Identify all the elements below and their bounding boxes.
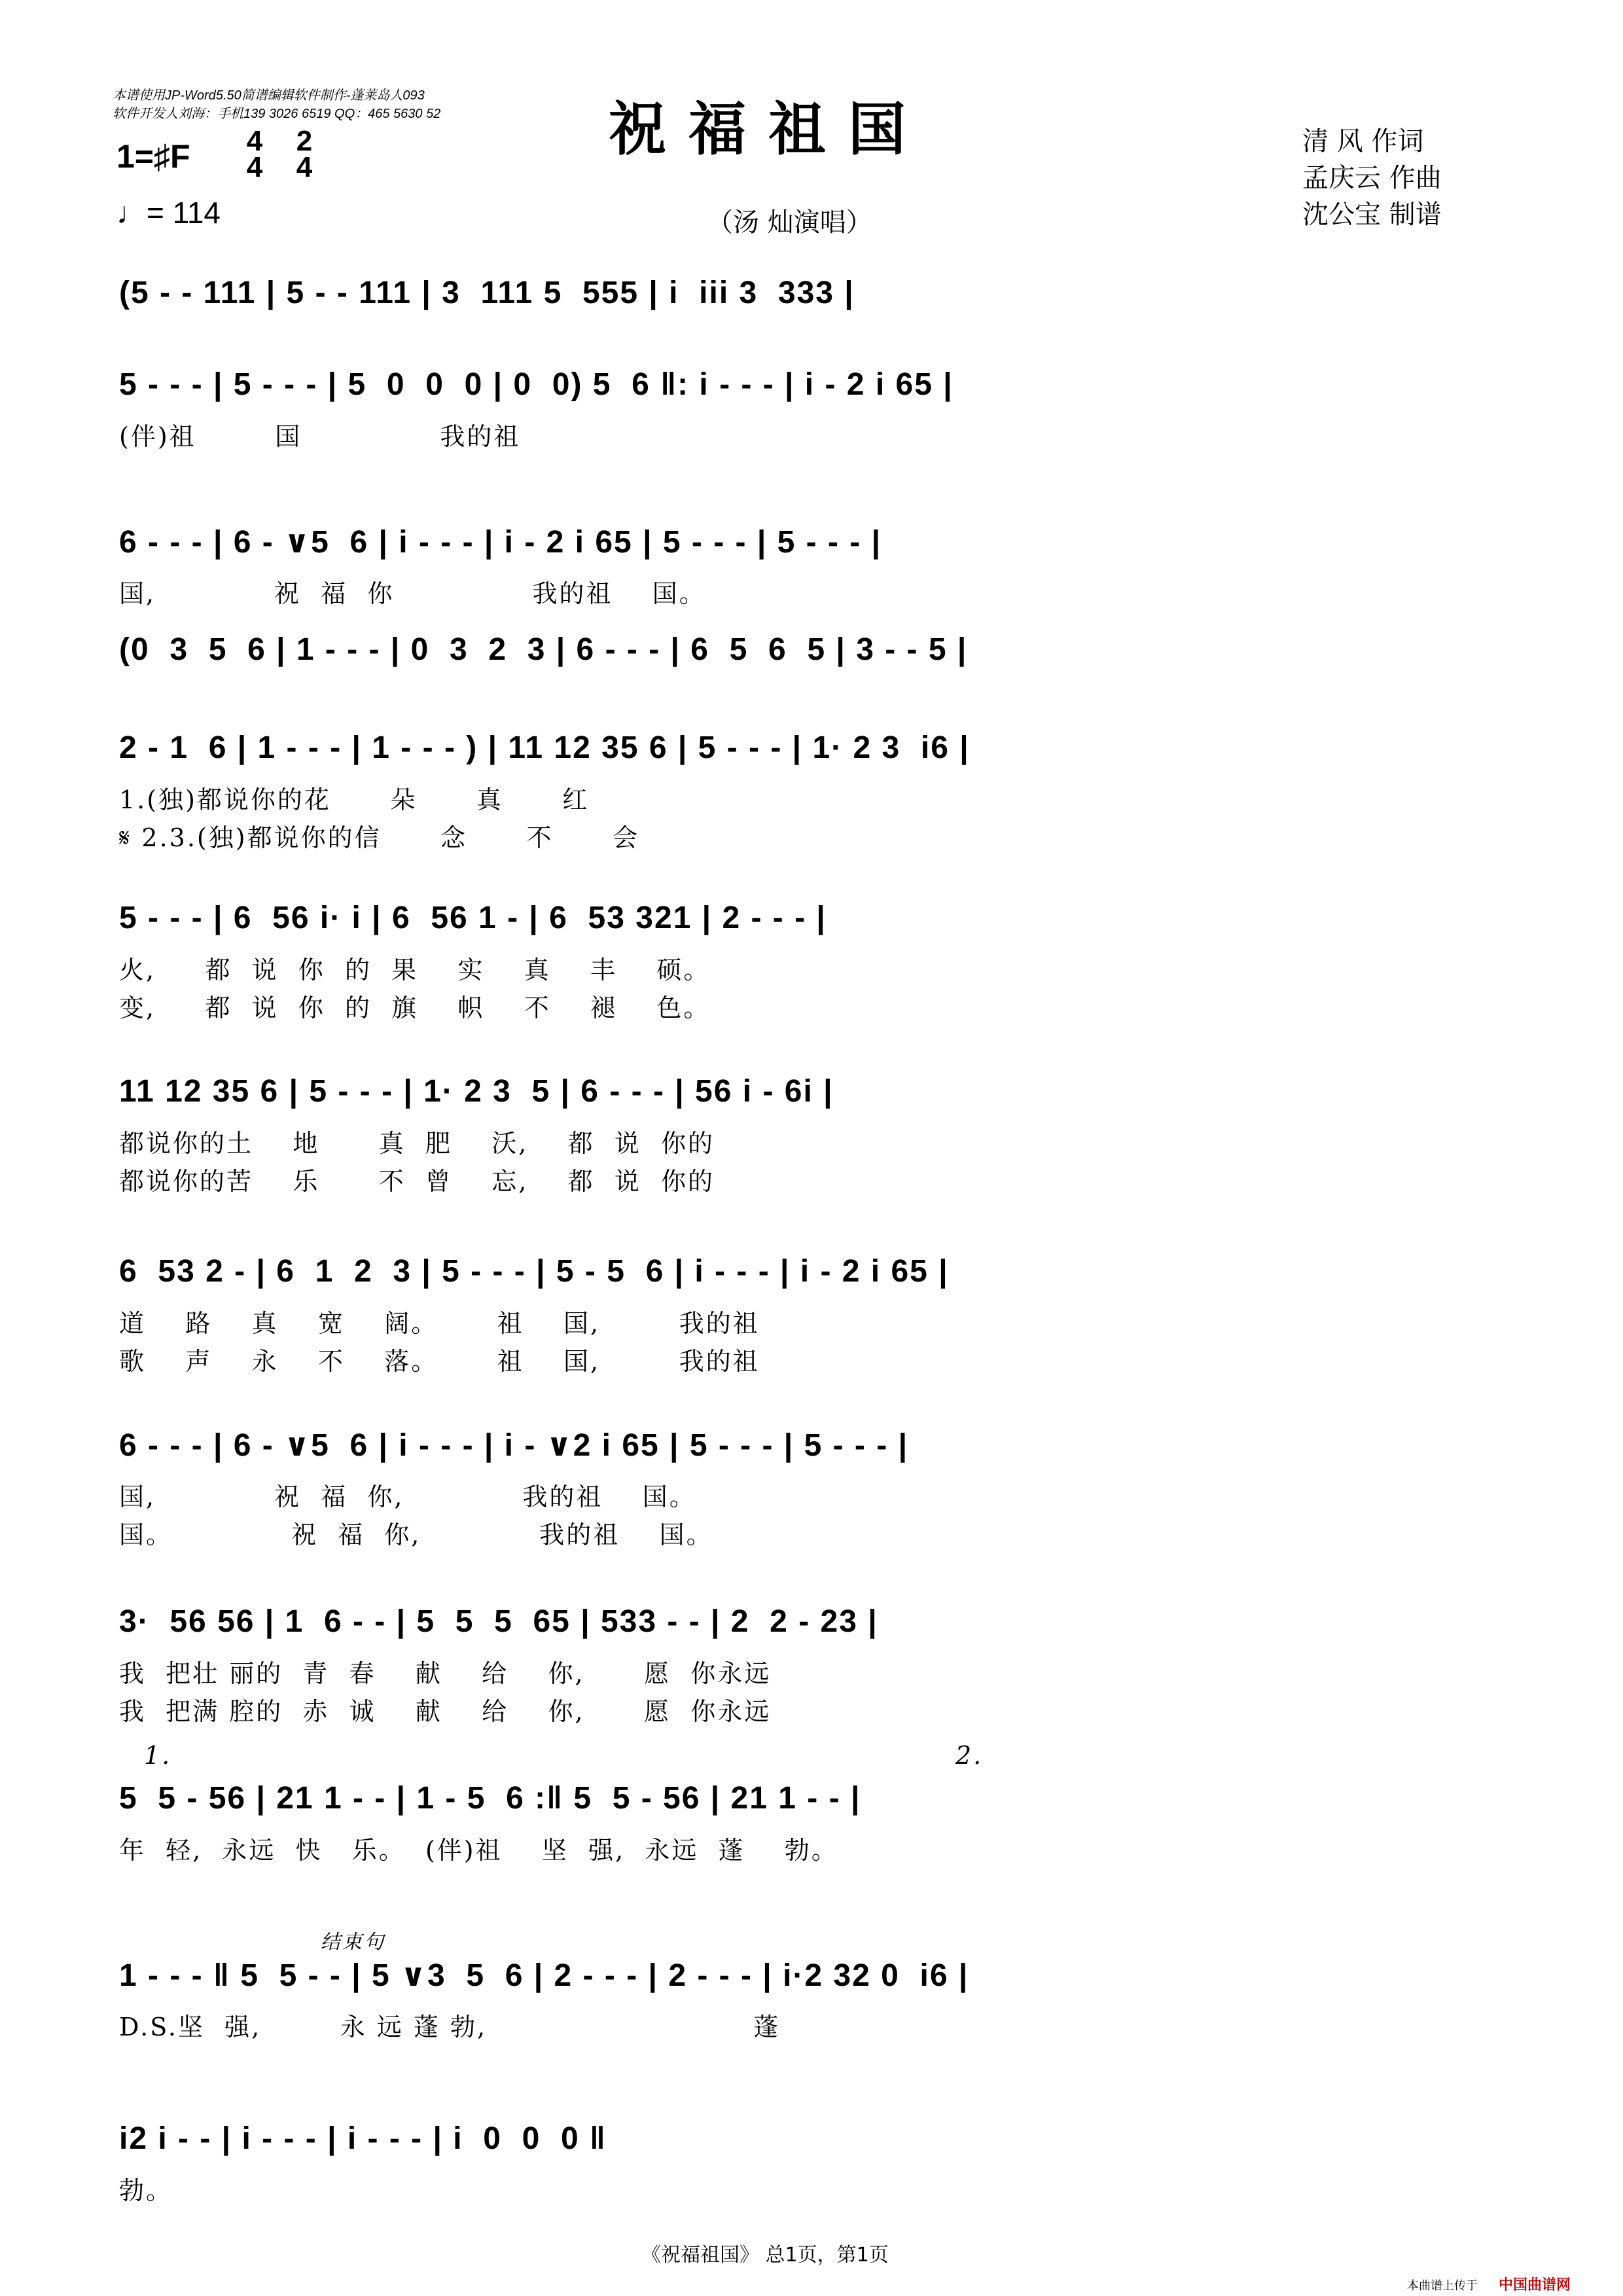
lyric-line: 歌 声 永 不 落。 祖 国, 我的祖 [119, 1347, 760, 1376]
notation-line: 6 53 2 - | 6 1 2 3 | 5 - - - | 5 - 5 6 | i - - - | i - 2 i 65 | [119, 1254, 949, 1289]
lyric-line: 我 把壮 丽的 青 春 献 给 你, 愿 你永远 [119, 1659, 772, 1688]
composer-credit: 孟庆云 作曲 [1302, 163, 1442, 193]
lyric-line: 道 路 真 宽 阔。 祖 国, 我的祖 [119, 1309, 760, 1338]
site-logo: 中国曲谱网 [1499, 2277, 1571, 2293]
lyric-line: D.S.坚 强, 永 远 蓬 勃, 蓬 [119, 2013, 781, 2041]
notation-line: (0 3 5 6 | 1 - - - | 0 3 2 3 | 6 - - - | 6 5 6 5 | 3 - - 5 | [119, 632, 968, 667]
notation-line: 5 - - - | 6 56 i· i | 6 56 1 - | 6 53 321 | 2 - - - | [119, 901, 827, 935]
lyric-line: 国, 祝 福 你, 我的祖 国。 [119, 1482, 696, 1511]
lyric-line: 都说你的苦 乐 不 曾 忘, 都 说 你的 [119, 1167, 715, 1196]
notation-line: 6 - - - | 6 - ∨5 6 | i - - - | i - ∨2 i 65 | 5 - - - | 5 - - - | [119, 1428, 908, 1463]
page-title: 祝福祖国 [609, 95, 929, 163]
lyric-line: 都说你的土 地 真 肥 沃, 都 说 你的 [119, 1129, 715, 1158]
singer-credit: （汤 灿演唱） [707, 207, 872, 238]
tempo-marking: ♩= 114 [116, 196, 221, 230]
upload-note: 本曲谱上传于 [1407, 2279, 1478, 2293]
notation-line: 2 - 1 6 | 1 - - - | 1 - - - ) | 11 12 35 6 | 5 - - - | 1· 2 3 i6 | [119, 730, 970, 765]
transcriber-credit: 沈公宝 制谱 [1302, 200, 1442, 230]
lyric-line: 𝄋 2.3.(独)都说你的信 念 不 会 [119, 823, 640, 852]
notation-line: i2 i - - | i - - - | i - - - | i 0 0 0 ‖ [119, 2121, 607, 2156]
lyric-line: 国, 祝 福 你 我的祖 国。 [119, 579, 706, 608]
notation-line: 6 - - - | 6 - ∨5 6 | i - - - | i - 2 i 65 | 5 - - - | 5 - - - | [119, 525, 882, 560]
lyric-line: 我 把满 腔的 赤 诚 献 给 你, 愿 你永远 [119, 1697, 772, 1726]
lyric-line: (伴)祖 国 我的祖 [119, 422, 521, 451]
lyricist-credit: 清 风 作词 [1302, 126, 1424, 156]
lyric-line: 1.(独)都说你的花 朵 真 红 [119, 785, 590, 814]
notation-line: (5 - - 111 | 5 - - 111 | 3 111 5 555 | i iii 3 333 | [119, 276, 855, 310]
key-signature: 1=♯F [116, 138, 190, 175]
notation-line: 5 - - - | 5 - - - | 5 0 0 0 | 0 0) 5 6 ‖: i - - - | i - 2 i 65 | [119, 367, 954, 402]
lyric-line: 勃。 [119, 2176, 173, 2205]
notation-line: 11 12 35 6 | 5 - - - | 1· 2 3 5 | 6 - - - | 56 i - 6i | [119, 1074, 834, 1109]
lyric-line: 火, 都 说 你 的 果 实 真 丰 硕。 [119, 956, 711, 984]
volta-2-label: 2. [955, 1741, 984, 1770]
software-credit-line2: 软件开发人刘海：手机139 3026 6519 QQ：465 5630 52 [113, 107, 441, 121]
software-credit-line1: 本谱使用JP-Word5.50简谱编辑软件制作-蓬莱岛人093 [113, 88, 425, 103]
notation-line: 1 - - - ‖ 5 5 - - | 5 ∨3 5 6 | 2 - - - | 2 - - - | i·2 32 0 i6 | [119, 1958, 969, 1993]
notation-line: 3· 56 56 | 1 6 - - | 5 5 5 65 | 533 - - | 2 2 - 23 | [119, 1604, 878, 1639]
lyric-line: 年 轻, 永远 快 乐。 (伴)祖 坚 强, 永远 蓬 勃。 [119, 1836, 838, 1865]
coda-label: 结束句 [321, 1931, 385, 1954]
time-signature-2: 2 4 [296, 125, 313, 183]
volta-1-label: 1. [144, 1741, 172, 1770]
notation-line: 5 5 - 56 | 21 1 - - | 1 - 5 6 :‖ 5 5 - 56 | 21 1 - - | [119, 1781, 861, 1816]
page-info: 《祝福祖国》 总1页，第1页 [641, 2244, 889, 2267]
lyric-line: 变, 都 说 你 的 旗 帜 不 褪 色。 [119, 994, 711, 1022]
time-signature-1: 4 4 [246, 125, 263, 183]
lyric-line: 国。 祝 福 你, 我的祖 国。 [119, 1520, 713, 1549]
